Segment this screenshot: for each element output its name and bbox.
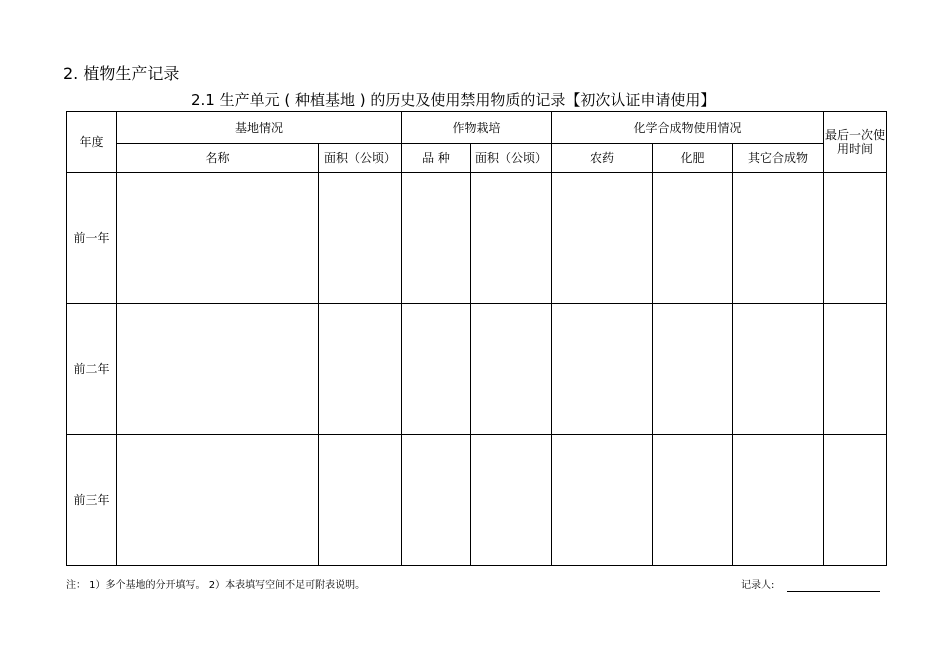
pesticide-column-header: 农药 xyxy=(552,144,653,173)
row-label-year-3: 前三年 xyxy=(67,435,117,566)
footnote: 注： 1）多个基地的分开填写。 2）本表填写空间不足可附表说明。 xyxy=(66,580,366,591)
fertilizer-cell xyxy=(653,304,733,435)
base-area-cell xyxy=(319,173,402,304)
history-record-table xyxy=(66,111,887,566)
last-use-time-cell xyxy=(824,304,887,435)
pesticide-cell xyxy=(552,173,653,304)
other-synthetics-cell xyxy=(733,435,824,566)
last-use-time-cell xyxy=(824,435,887,566)
fertilizer-column-header: 化肥 xyxy=(653,144,733,173)
other-synthetics-column-header: 其它合成物 xyxy=(733,144,824,173)
table-row xyxy=(67,173,887,304)
chemical-usage-header: 化学合成物使用情况 xyxy=(552,112,824,144)
base-area-cell xyxy=(319,304,402,435)
base-area-column-header: 面积（公顷） xyxy=(319,144,402,173)
base-info-header: 基地情况 xyxy=(117,112,402,144)
crop-area-cell xyxy=(471,435,552,566)
variety-cell xyxy=(402,304,471,435)
name-column-header: 名称 xyxy=(117,144,319,173)
name-cell xyxy=(117,435,319,566)
other-synthetics-cell xyxy=(733,304,824,435)
row-label-year-1: 前一年 xyxy=(67,173,117,304)
variety-cell xyxy=(402,173,471,304)
crop-cultivation-header: 作物栽培 xyxy=(402,112,552,144)
name-cell xyxy=(117,304,319,435)
name-cell xyxy=(117,173,319,304)
pesticide-cell xyxy=(552,304,653,435)
fertilizer-cell xyxy=(653,435,733,566)
table-row xyxy=(67,304,887,435)
last-use-time-cell xyxy=(824,173,887,304)
last-use-time-header: 最后一次使用时间 xyxy=(824,112,887,173)
variety-column-header: 品 种 xyxy=(402,144,471,173)
crop-area-cell xyxy=(471,304,552,435)
variety-cell xyxy=(402,435,471,566)
crop-area-column-header: 面积（公顷） xyxy=(471,144,552,173)
table-subtitle: 2.1 生产单元 ( 种植基地 ) 的历史及使用禁用物质的记录【初次认证申请使用】 xyxy=(191,91,716,109)
pesticide-cell xyxy=(552,435,653,566)
crop-area-cell xyxy=(471,173,552,304)
section-title: 2. 植物生产记录 xyxy=(63,64,180,83)
row-label-year-2: 前二年 xyxy=(67,304,117,435)
other-synthetics-cell xyxy=(733,173,824,304)
year-header: 年度 xyxy=(67,112,117,173)
table-row xyxy=(67,435,887,566)
base-area-cell xyxy=(319,435,402,566)
recorder-signature-line xyxy=(787,591,880,592)
fertilizer-cell xyxy=(653,173,733,304)
recorder-label: 记录人: xyxy=(741,580,775,591)
